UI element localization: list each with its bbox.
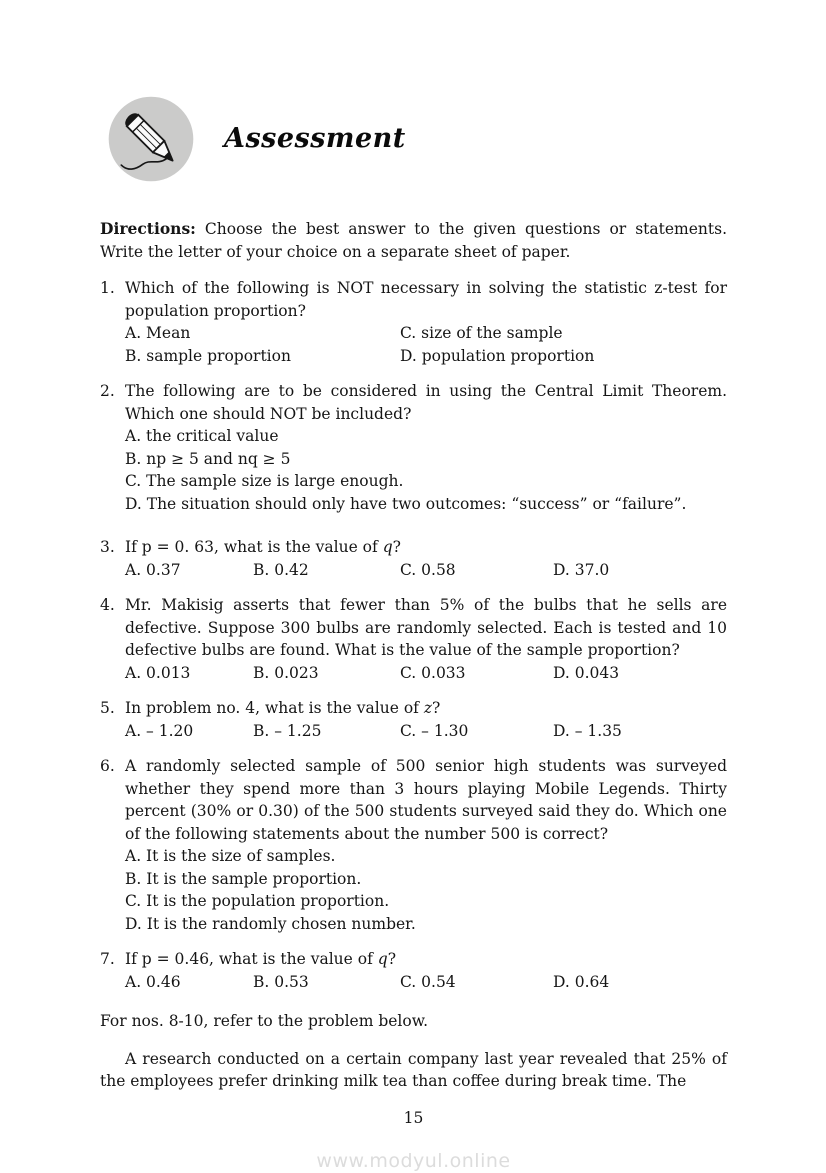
option: D. It is the randomly chosen number.	[125, 914, 416, 933]
question-4	[100, 594, 727, 684]
option: C. 0.58	[400, 560, 456, 579]
option: A. Mean	[125, 324, 191, 342]
question-number: 3.	[100, 538, 115, 556]
pencil-icon	[106, 94, 196, 184]
options-list	[125, 845, 727, 935]
options-grid	[125, 662, 727, 685]
page-title: Assessment	[224, 123, 406, 154]
question-text: The following are to be considered in using the Central Limit Theorem. Which one should NOT be included?	[125, 382, 727, 423]
directions-text: Choose the best answer to the given questions or statements. Write the letter of your choice on a separate sheet of paper.	[100, 220, 728, 261]
watermark: www.modyul.online	[316, 1150, 511, 1172]
closing-paragraph: A research conducted on a certain company last year revealed that 25% of the employees prefer drinking milk tea than coffee during break time. The	[100, 1049, 727, 1090]
question-number: 1.	[100, 279, 115, 297]
question-text: In problem no. 4, what is the value of z?	[125, 699, 441, 717]
question-2	[100, 380, 727, 515]
option: C. size of the sample	[400, 324, 563, 342]
option: D. 0.043	[553, 663, 620, 682]
option: D. The situation should only have two outcomes: “success” or “failure”.	[125, 494, 687, 513]
option: B. 0.42	[253, 560, 309, 579]
option: C. – 1.30	[400, 721, 469, 740]
variable: z	[423, 699, 432, 717]
option: A. It is the size of samples.	[125, 847, 336, 865]
variable: q	[382, 538, 393, 556]
variable: q	[377, 950, 388, 968]
question-6	[100, 755, 727, 935]
option: D. – 1.35	[553, 721, 622, 740]
question-number: 4.	[100, 596, 115, 614]
question-5	[100, 697, 727, 742]
option: B. It is the sample proportion.	[125, 869, 362, 888]
page-number: 15	[403, 1108, 424, 1127]
option: D. 0.64	[553, 972, 610, 991]
question-number: 2.	[100, 382, 115, 400]
option: B. np ≥ 5 and nq ≥ 5	[125, 449, 291, 468]
header	[106, 94, 727, 184]
option: D. population proportion	[400, 346, 595, 365]
option: B. sample proportion	[125, 346, 291, 365]
question-text: Mr. Makisig asserts that fewer than 5% of the bulbs that he sells are defective. Suppose 300 bulbs are randomly selected. Each is tested and 10 defective bulbs are found. What is the value of the sample proportion?	[125, 596, 727, 659]
directions	[100, 218, 727, 263]
option: C. It is the population proportion.	[125, 892, 390, 910]
question-text: Which of the following is NOT necessary in solving the statistic z-test for population proportion?	[125, 279, 727, 320]
reference-note: For nos. 8-10, refer to the problem below.	[100, 1012, 429, 1030]
option: A. 0.37	[125, 560, 181, 579]
options-grid	[125, 720, 727, 743]
options-grid	[125, 322, 727, 367]
option: D. 37.0	[553, 560, 610, 579]
question-number: 6.	[100, 757, 115, 775]
question-text: If p = 0. 63, what is the value of q?	[125, 538, 401, 556]
option: A. 0.46	[125, 972, 181, 991]
option: C. 0.54	[400, 972, 456, 991]
options-grid	[125, 971, 727, 994]
directions-label: Directions:	[100, 219, 196, 238]
option: B. 0.023	[253, 663, 319, 682]
question-number: 5.	[100, 699, 115, 717]
options-grid	[125, 559, 727, 582]
options-list	[125, 425, 727, 515]
option: B. – 1.25	[253, 721, 322, 740]
question-text: If p = 0.46, what is the value of q?	[125, 950, 396, 968]
question-text: A randomly selected sample of 500 senior high students was surveyed whether they spend more than 3 hours playing Mobile Legends. Thirty percent (30% or 0.30) of the 500 students surveyed said they do. Which one of the following statements about the number 500 is correct?	[125, 757, 727, 843]
option: A. – 1.20	[125, 721, 194, 740]
option: A. 0.013	[125, 663, 191, 682]
option: C. The sample size is large enough.	[125, 472, 404, 490]
question-7	[100, 948, 727, 993]
option: C. 0.033	[400, 663, 466, 682]
question-1	[100, 277, 727, 367]
question-number: 7.	[100, 950, 115, 968]
option: B. 0.53	[253, 972, 309, 991]
option: A. the critical value	[125, 427, 279, 445]
question-3	[100, 536, 727, 581]
